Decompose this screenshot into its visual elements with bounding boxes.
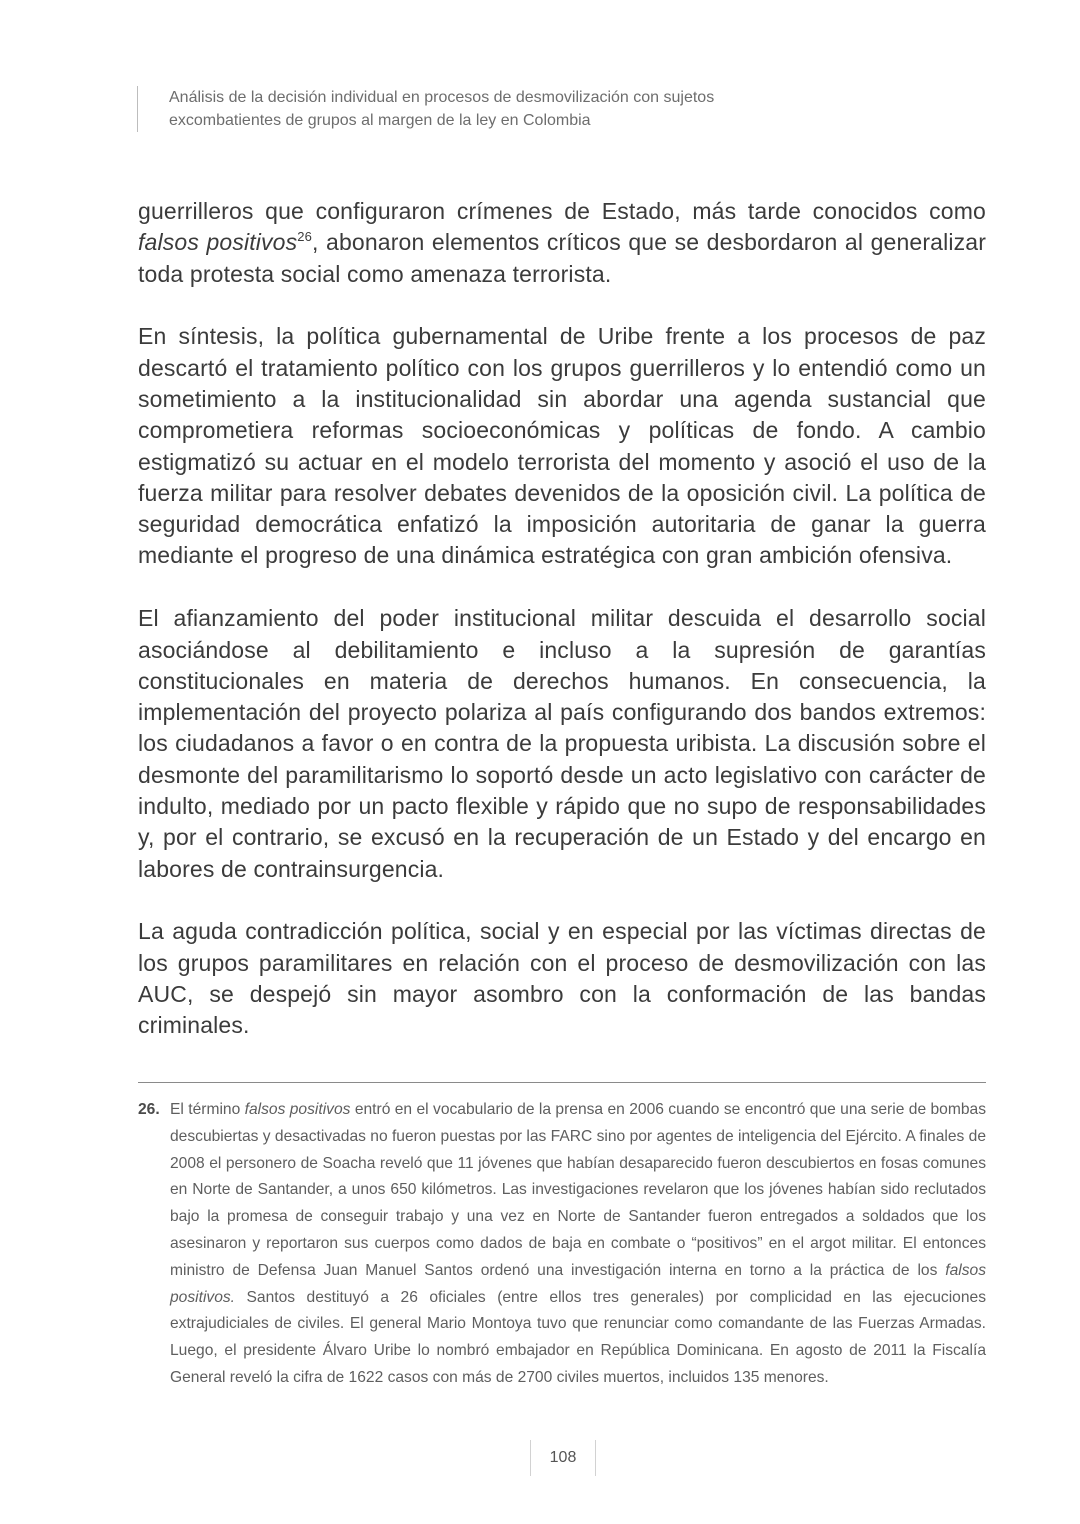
running-header bbox=[137, 86, 869, 132]
paragraph-1 bbox=[138, 196, 986, 290]
falsos-positivos-term: falsos positivos bbox=[138, 229, 298, 256]
footnote-italic-term-1: falsos positivos bbox=[244, 1101, 351, 1118]
running-header-line-2: excombatientes de grupos al margen de la ley en Colombia bbox=[169, 112, 591, 129]
running-header-line-1: Análisis de la decisión individual en procesos de desmovilización con sujetos bbox=[169, 89, 715, 106]
footnote-26 bbox=[138, 1097, 986, 1392]
footnote-text-part-1: El término bbox=[170, 1101, 245, 1118]
footnote-text bbox=[170, 1097, 986, 1392]
paragraph-1-text-start: guerrilleros que configuraron crímenes de Estado, más tarde conocidos como bbox=[138, 198, 986, 224]
footnote-italic-term-2: falsos positivos. bbox=[170, 1261, 986, 1306]
paragraph-3: El afianzamiento del poder institucional militar descuida el desarrollo social asociándose al debilitamiento e incluso a la supresión de garantías constitucionales en materia de derechos humanos. En consecuencia, la implementación del proyecto polariza al país configurando dos bandos extremos: los ciudadanos a favor o en contra de la propuesta uribista. La discusión sobre el desmonte del paramilitarismo lo soportó desde un acto legislativo con carácter de indulto, mediado por un pacto flexible y rápido que no supo de responsabilidades y, por el contrario, se excusó en la recuperación de un Estado y del encargo en labores de contrainsurgencia. bbox=[138, 605, 986, 882]
footnote-separator bbox=[138, 1082, 986, 1083]
footnote-number: 26. bbox=[138, 1101, 160, 1118]
footnote-text-part-2: entró en el vocabulario de la prensa en 2006 cuando se encontró que una serie de bombas descubiertas y desactivadas no fueron puestas por las FARC sino por agentes de inteligencia del Ejército. A finales de 2008 el personero de Soacha reveló que 11 jóvenes que habían desaparecido fueron descubiertos en fosas comunes en Norte de Santander, a unos 650 kilómetros. Las investigaciones revelaron que los jóvenes habían sido reclutados bajo la promesa de conseguir trabajo y una vez en Norte de Santander fueron entregados a soldados que los asesinaron y reportaron sus cuerpos como dados de baja en combate o “positivos” en el argot militar. El entonces ministro de Defensa Juan Manuel Santos ordenó una investigación interna en torno a la práctica de los bbox=[170, 1101, 986, 1279]
body-text bbox=[138, 196, 986, 1073]
footnote-text-part-3: Santos destituyó a 26 oficiales (entre ellos tres generales) por complicidad en las ejecuciones extrajudiciales de civiles. El general Mario Montoya tuvo que renunciar como comandante de las Fuerzas Armadas. Luego, el presidente Álvaro Uribe lo nombró embajador en República Dominicana. En agosto de 2011 la Fiscalía General reveló la cifra de 1622 casos con más de 2700 civiles muertos, incluidos 135 menores. bbox=[170, 1288, 986, 1386]
paragraph-1-text-end: , abonaron elementos críticos que se desbordaron al generalizar toda protesta social como amenaza terrorista. bbox=[138, 229, 987, 287]
paragraph-4: La aguda contradicción política, social y en especial por las víctimas directas de los grupos paramilitares en relación con el proceso de desmovilización con las AUC, se despejó sin mayor asombro con la conformación de las bandas criminales. bbox=[138, 918, 986, 1039]
page-number: 108 bbox=[530, 1440, 596, 1476]
footnote-reference-26[interactable]: 26 bbox=[297, 229, 313, 245]
paragraph-2: En síntesis, la política gubernamental de Uribe frente a los procesos de paz descartó el tratamiento político con los grupos guerrilleros y lo entendió como un sometimiento a la institucionalidad sin abordar una agenda sustancial que comprometiera reformas socioeconómicas y políticas de fondo. A cambio estigmatizó su actuar en el modelo terrorista del momento y asoció el uso de la fuerza militar para resolver debates devenidos de la oposición civil. La política de seguridad democrática enfatizó la imposición autoritaria de ganar la guerra mediante el progreso de una dinámica estratégica con gran ambición ofensiva. bbox=[138, 323, 986, 569]
